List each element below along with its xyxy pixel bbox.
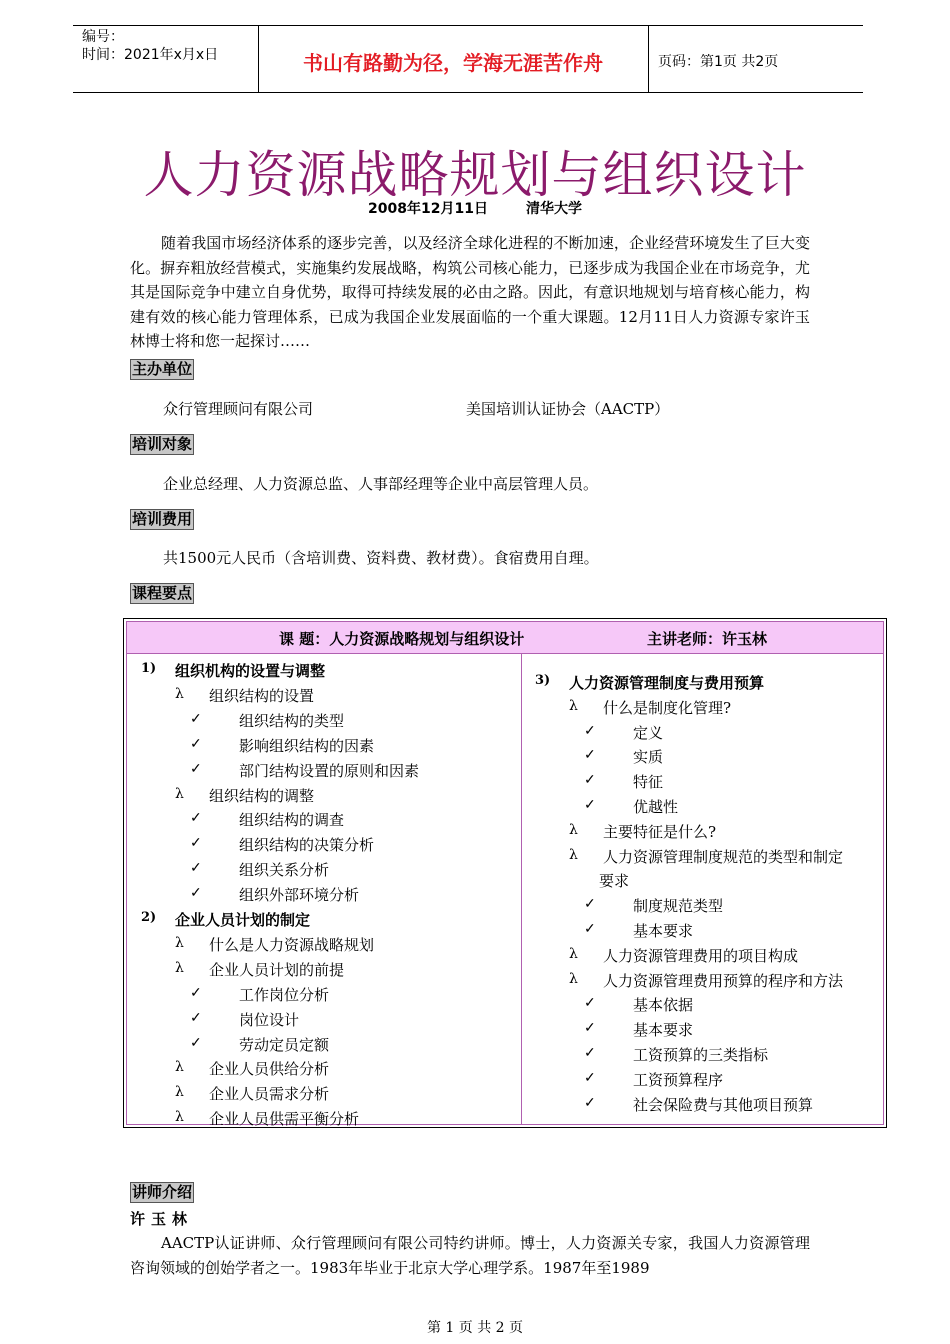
outline-text: 组织结构的设置 — [209, 686, 315, 705]
outline-text: 影响组织结构的因素 — [239, 736, 375, 755]
check-mark-icon: ✓ — [190, 735, 202, 752]
lambda-bullet-icon: λ — [175, 785, 184, 802]
audience-text: 企业总经理、人力资源总监、人事部经理等企业中高层管理人员。 — [163, 475, 599, 493]
lambda-bullet-icon: λ — [569, 846, 578, 863]
lambda-bullet-icon: λ — [175, 685, 184, 702]
event-venue: 清华大学 — [525, 201, 582, 217]
check-mark-icon: ✓ — [584, 1094, 596, 1111]
check-mark-icon: ✓ — [190, 760, 202, 777]
outline-text: 人力资源管理制度规范的类型和制定 — [603, 847, 844, 866]
page-title: 人力资源战略规划与组织设计 — [143, 146, 807, 204]
outline-text: 要求 — [599, 872, 630, 891]
organizer-1: 众行管理顾问有限公司 — [163, 400, 314, 418]
section-heading-audience: 培训对象 — [132, 435, 193, 453]
outline-heading: 企业人员计划的制定 — [175, 911, 311, 929]
check-mark-icon: ✓ — [584, 797, 596, 813]
outline-number: 2) — [141, 910, 157, 925]
check-mark-icon: ✓ — [190, 1009, 202, 1026]
check-mark-icon: ✓ — [584, 896, 596, 913]
doc-number-label: 编号： — [82, 29, 124, 45]
lambda-bullet-icon: λ — [569, 970, 578, 987]
lambda-bullet-icon: λ — [175, 1084, 184, 1101]
check-mark-icon: ✓ — [584, 722, 596, 739]
outline-text: 什么是制度化管理? — [603, 698, 732, 717]
outline-text: 劳动定员定额 — [239, 1035, 330, 1054]
outline-number: 3) — [535, 673, 551, 688]
outline-text: 制度规范类型 — [633, 897, 724, 916]
check-mark-icon: ✓ — [190, 984, 202, 1001]
header-bottom-rule — [73, 92, 863, 93]
section-heading-course: 课程要点 — [132, 584, 193, 602]
check-mark-icon: ✓ — [190, 885, 202, 902]
outline-text: 主要特征是什么? — [603, 822, 717, 841]
lambda-bullet-icon: λ — [175, 959, 184, 976]
outline-text: 工资预算程序 — [633, 1070, 724, 1089]
check-mark-icon: ✓ — [190, 1034, 202, 1051]
lambda-bullet-icon: λ — [175, 1059, 184, 1076]
outline-text: 基本要求 — [633, 1021, 694, 1040]
lecturer-bio: AACTP认证讲师、众行管理顾问有限公司特约讲师。博士，人力资源关专家，我国人力资源管理咨询领域的创始学者之一。1983年毕业于北京大学心理学系。1987年至1989 — [130, 1234, 810, 1277]
outline-text: 什么是人力资源战略规划 — [209, 935, 375, 954]
outline-text: 企业人员需求分析 — [209, 1085, 330, 1104]
outline-text: 组织结构的调查 — [239, 811, 345, 830]
outline-heading: 人力资源管理制度与费用预算 — [569, 674, 765, 692]
header-page-info: 页码：第1页 共2页 — [658, 54, 779, 70]
outline-text: 组织结构的类型 — [239, 711, 345, 730]
course-table — [123, 618, 887, 1128]
outline-text: 组织关系分析 — [239, 861, 330, 880]
check-mark-icon: ✓ — [584, 772, 596, 789]
doc-time-label: 时间：2021年x月x日 — [82, 47, 219, 63]
header-motto: 书山有路勤为径，学海无涯苦作舟 — [303, 51, 603, 75]
outline-number: 1) — [141, 661, 157, 676]
event-date: 2008年12月11日 — [368, 201, 488, 217]
outline-text: 优越性 — [633, 798, 679, 816]
outline-text: 社会保险费与其他项目预算 — [633, 1095, 814, 1114]
course-teacher: 主讲老师：许玉林 — [647, 630, 768, 648]
outline-text: 组织结构的决策分析 — [239, 836, 375, 855]
outline-text: 基本依据 — [633, 996, 694, 1015]
check-mark-icon: ✓ — [190, 810, 202, 827]
lambda-bullet-icon: λ — [569, 697, 578, 714]
outline-text: 组织外部环境分析 — [239, 886, 360, 905]
fee-text: 共1500元人民币（含培训费、资料费、教材费）。食宿费用自理。 — [163, 549, 599, 567]
outline-text: 定义 — [633, 723, 664, 742]
check-mark-icon: ✓ — [584, 921, 596, 937]
outline-text: 企业人员供需平衡分析 — [209, 1110, 360, 1129]
intro-paragraph: 随着我国市场经济体系的逐步完善，以及经济全球化进程的不断加速，企业经营环境发生了巨大变化。摒弃粗放经营模式，实施集约发展战略，构筑公司核心能力，已逐步成为我国企业在市场竞争，尤其是国际竞争中建立自身优势，取得可持续发展的必由之路。因此，有意识地规划与培育核心能力，构建有效的核心能力管理体系，已成为我国企业发展面临的一个重大课题。12月11日人力资源专家许玉林博士将和您一起探讨…… — [130, 234, 810, 351]
header-divider — [648, 25, 649, 92]
outline-text: 人力资源管理费用的项目构成 — [603, 946, 799, 965]
course-table-divider — [521, 654, 522, 1124]
organizer-2: 美国培训认证协会（AACTP） — [466, 400, 670, 418]
section-heading-lecturer: 讲师介绍 — [132, 1183, 193, 1201]
lambda-bullet-icon: λ — [569, 945, 578, 962]
check-mark-icon: ✓ — [190, 835, 202, 852]
section-heading-fee: 培训费用 — [132, 510, 193, 528]
lambda-bullet-icon: λ — [175, 934, 184, 951]
outline-text: 特征 — [633, 773, 664, 792]
course-table-frame — [126, 621, 884, 1129]
outline-text: 实质 — [633, 748, 664, 767]
section-heading-organizer: 主办单位 — [132, 360, 193, 378]
outline-text: 基本要求 — [633, 922, 694, 940]
page-footer: 第 1 页 共 2 页 — [426, 1320, 524, 1336]
outline-text: 组织结构的调整 — [209, 786, 315, 805]
lecturer-name: 许玉林 — [130, 1210, 194, 1228]
page-subtitle — [0, 198, 950, 218]
course-table-header — [127, 622, 883, 654]
outline-heading: 组织机构的设置与调整 — [175, 662, 326, 680]
outline-text: 部门结构设置的原则和因素 — [239, 761, 420, 780]
outline-text: 岗位设计 — [239, 1010, 300, 1029]
check-mark-icon: ✓ — [190, 710, 202, 727]
header-meta — [82, 28, 218, 64]
header-top-rule — [73, 25, 863, 26]
check-mark-icon: ✓ — [584, 1069, 596, 1086]
check-mark-icon: ✓ — [584, 1045, 596, 1061]
outline-text: 工作岗位分析 — [239, 985, 330, 1004]
lambda-bullet-icon: λ — [175, 1109, 184, 1126]
outline-text: 企业人员计划的前提 — [209, 960, 345, 979]
check-mark-icon: ✓ — [584, 995, 596, 1012]
check-mark-icon: ✓ — [584, 747, 596, 764]
check-mark-icon: ✓ — [190, 860, 202, 877]
outline-text: 企业人员供给分析 — [209, 1060, 330, 1079]
lambda-bullet-icon: λ — [569, 821, 578, 838]
course-subject: 课 题：人力资源战略规划与组织设计 — [279, 630, 525, 648]
outline-text: 工资预算的三类指标 — [633, 1046, 769, 1064]
outline-text: 人力资源管理费用预算的程序和方法 — [603, 971, 844, 990]
check-mark-icon: ✓ — [584, 1020, 596, 1037]
